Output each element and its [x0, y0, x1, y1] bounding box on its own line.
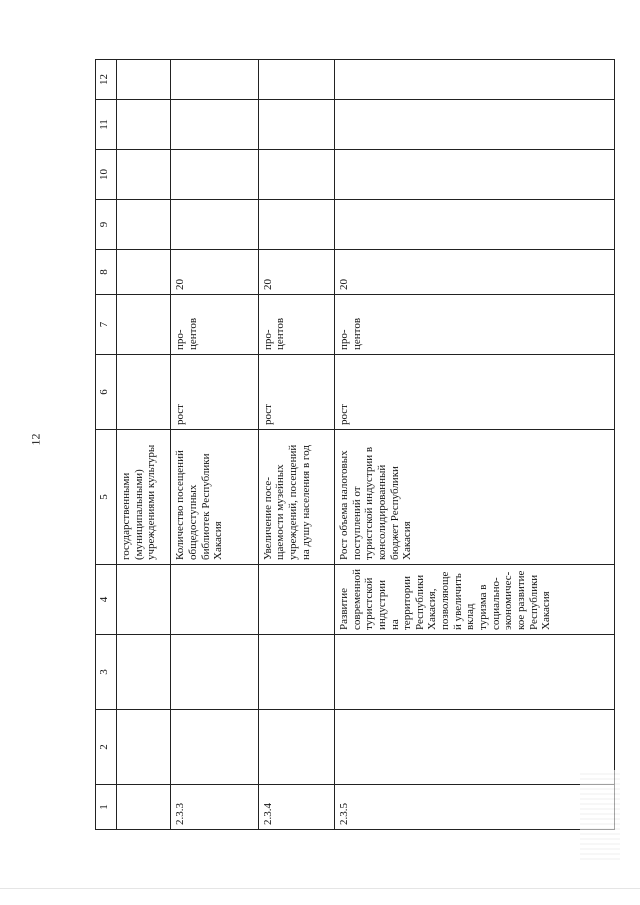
header-cell: 2 [96, 710, 117, 785]
cell-col9 [258, 200, 334, 250]
cell-col11 [171, 100, 258, 150]
cell-col10 [117, 150, 171, 200]
cell-col9 [117, 200, 171, 250]
cell-col2 [335, 710, 615, 785]
cell-col12 [258, 60, 334, 100]
cell-col3 [117, 635, 171, 710]
page-number: 12 [28, 433, 43, 446]
cell-unit: про-центов [335, 295, 615, 355]
cell-task [258, 565, 334, 635]
cell-indicator: государственными (муниципальными) учреждениями культуры [117, 430, 171, 565]
cell-trend: рост [171, 355, 258, 430]
cell-unit [117, 295, 171, 355]
cell-col10 [171, 150, 258, 200]
cell-col2 [117, 710, 171, 785]
cell-col3 [171, 635, 258, 710]
cell-col12 [335, 60, 615, 100]
header-row [96, 60, 117, 830]
cell-value: 20 [258, 250, 334, 295]
cell-task [171, 565, 258, 635]
cell-value [117, 250, 171, 295]
header-cell: 8 [96, 250, 117, 295]
header-cell: 11 [96, 100, 117, 150]
cell-task: Развитие современной туристской индустрии на территории Республики Хакасия, позволяющей увеличить вклад туризма в социально-экономичес-кое развитие Республики Хакасия [335, 565, 615, 635]
header-cell: 12 [96, 60, 117, 100]
cell-unit: про-центов [258, 295, 334, 355]
cell-unit: про-центов [171, 295, 258, 355]
cell-col3 [258, 635, 334, 710]
header-cell: 10 [96, 150, 117, 200]
cell-col2 [171, 710, 258, 785]
table-row [335, 60, 615, 830]
cell-col11 [335, 100, 615, 150]
cell-col3 [335, 635, 615, 710]
cell-col10 [335, 150, 615, 200]
cell-col12 [117, 60, 171, 100]
cell-task [117, 565, 171, 635]
header-cell: 5 [96, 430, 117, 565]
header-cell: 7 [96, 295, 117, 355]
header-cell: 9 [96, 200, 117, 250]
cell-col10 [258, 150, 334, 200]
cell-indicator: Количество посещений общедоступных библиотек Республики Хакасия [171, 430, 258, 565]
table-row [117, 60, 171, 830]
table-row [171, 60, 258, 830]
cell-trend: рост [335, 355, 615, 430]
cell-number [117, 785, 171, 830]
cell-value: 20 [335, 250, 615, 295]
cell-col11 [117, 100, 171, 150]
cell-trend [117, 355, 171, 430]
cell-number: 2.3.5 [335, 785, 615, 830]
cell-indicator: Увеличение посе-щаемости музейных учреждений, посещений на душу населения в год [258, 430, 334, 565]
header-cell: 1 [96, 785, 117, 830]
scan-artifact [580, 770, 620, 860]
cell-indicator: Рост объема налоговых поступлений от туристской индустрии в консолидированный бюджет Республики Хакасия [335, 430, 615, 565]
cell-number: 2.3.3 [171, 785, 258, 830]
indicators-table [95, 59, 615, 830]
cell-col9 [335, 200, 615, 250]
rotated-table-container [95, 60, 615, 830]
header-cell: 6 [96, 355, 117, 430]
cell-col2 [258, 710, 334, 785]
scan-edge-line [0, 888, 640, 889]
cell-number: 2.3.4 [258, 785, 334, 830]
cell-value: 20 [171, 250, 258, 295]
cell-trend: рост [258, 355, 334, 430]
cell-col11 [258, 100, 334, 150]
header-cell: 4 [96, 565, 117, 635]
header-cell: 3 [96, 635, 117, 710]
cell-col9 [171, 200, 258, 250]
table-row [258, 60, 334, 830]
cell-col12 [171, 60, 258, 100]
